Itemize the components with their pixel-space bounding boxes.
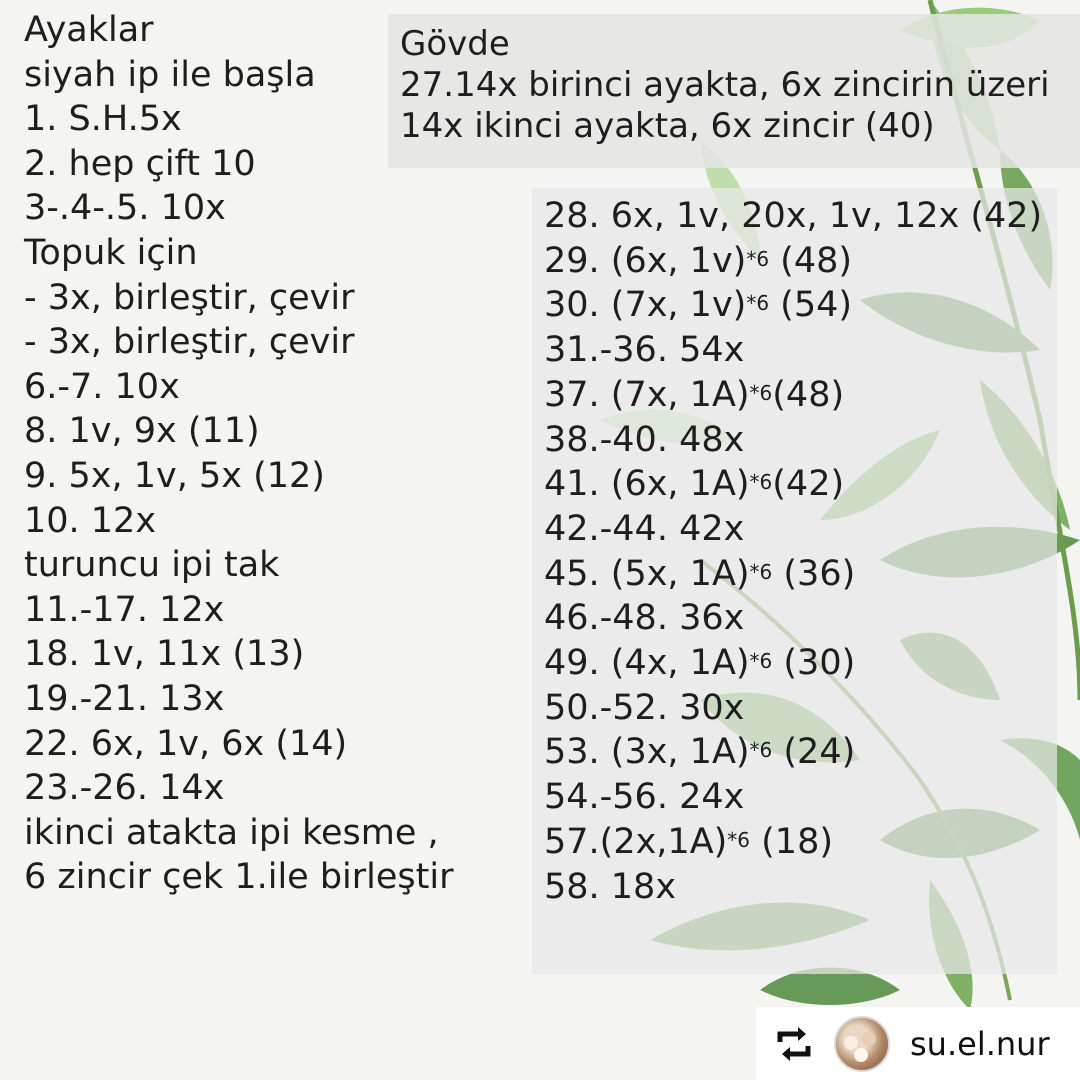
section-title-ayaklar: Ayaklar [24,10,154,50]
instruction-line: siyah ip ile başla [24,54,316,95]
username-link[interactable]: su.el.nur [910,1024,1050,1063]
instruction-line: ikinci atakta ipi kesme , [24,812,439,853]
instruction-line: 19.-21. 13x [24,678,225,719]
instruction-line: 29. (6x, 1v)$^{*6}$ (48) [544,240,853,281]
instruction-line: 58. 18x [544,866,677,907]
instruction-line: 8. 1v, 9x (11) [24,411,260,452]
instruction-line: 53. (3x, 1A)$^{*6}$ (24) [544,732,856,773]
instruction-line: - 3x, birleştir, çevir [24,322,355,363]
avatar[interactable] [834,1016,890,1072]
instruction-line: 54.-56. 24x [544,777,745,818]
instruction-line: 27.14x birinci ayakta, 6x zincirin üzeri [400,65,1050,105]
instruction-line: 9. 5x, 1v, 5x (12) [24,455,325,496]
instruction-line: 10. 12x [24,500,157,541]
instruction-line: 38.-40. 48x [544,419,745,460]
instruction-line: 28. 6x, 1v, 20x, 1v, 12x (42) [544,196,1043,236]
instruction-line: 6 zincir çek 1.ile birleştir [24,857,454,898]
body-header-panel [388,14,1080,168]
instruction-line: 50.-52. 30x [544,687,745,728]
instruction-line: - 3x, birleştir, çevir [24,277,355,318]
repost-badge[interactable] [756,1007,1080,1080]
instruction-line: 49. (4x, 1A)$^{*6}$ (30) [544,643,856,684]
body-instructions-panel [532,188,1057,974]
instruction-line: 31.-36. 54x [544,330,745,371]
instruction-line: Topuk için [24,232,198,273]
section-title-govde: Gövde [400,24,510,64]
instruction-line: 42.-44. 42x [544,508,745,549]
instruction-line: 2. hep çift 10 [24,143,256,184]
instruction-line: 23.-26. 14x [24,768,225,809]
instruction-line: 46.-48. 36x [544,598,745,639]
instruction-line: 3-.4-.5. 10x [24,188,226,229]
instruction-line: 6.-7. 10x [24,366,180,407]
instruction-line: turuncu ipi tak [24,545,280,586]
instruction-line: $57.(2x,1A)^{*6}$ (18) [544,821,834,862]
instruction-line: 14x ikinci ayakta, 6x zincir (40) [400,106,935,146]
instruction-line: 37. (7x, 1A)$^{*6}$(48) [544,374,845,415]
instruction-line: 22. 6x, 1v, 6x (14) [24,723,348,764]
instruction-line: 11.-17. 12x [24,589,225,630]
instruction-line: 30. (7x, 1v)$^{*6}$ (54) [544,285,853,326]
repost-icon [774,1024,814,1064]
instruction-line: 1. S.H.5x [24,99,182,140]
instruction-line: 41. (6x, 1A)$^{*6}$(42) [544,464,845,505]
instruction-line: 18. 1v, 11x (13) [24,634,305,675]
instruction-line: 45. (5x, 1A)$^{*6}$ (36) [544,553,856,594]
